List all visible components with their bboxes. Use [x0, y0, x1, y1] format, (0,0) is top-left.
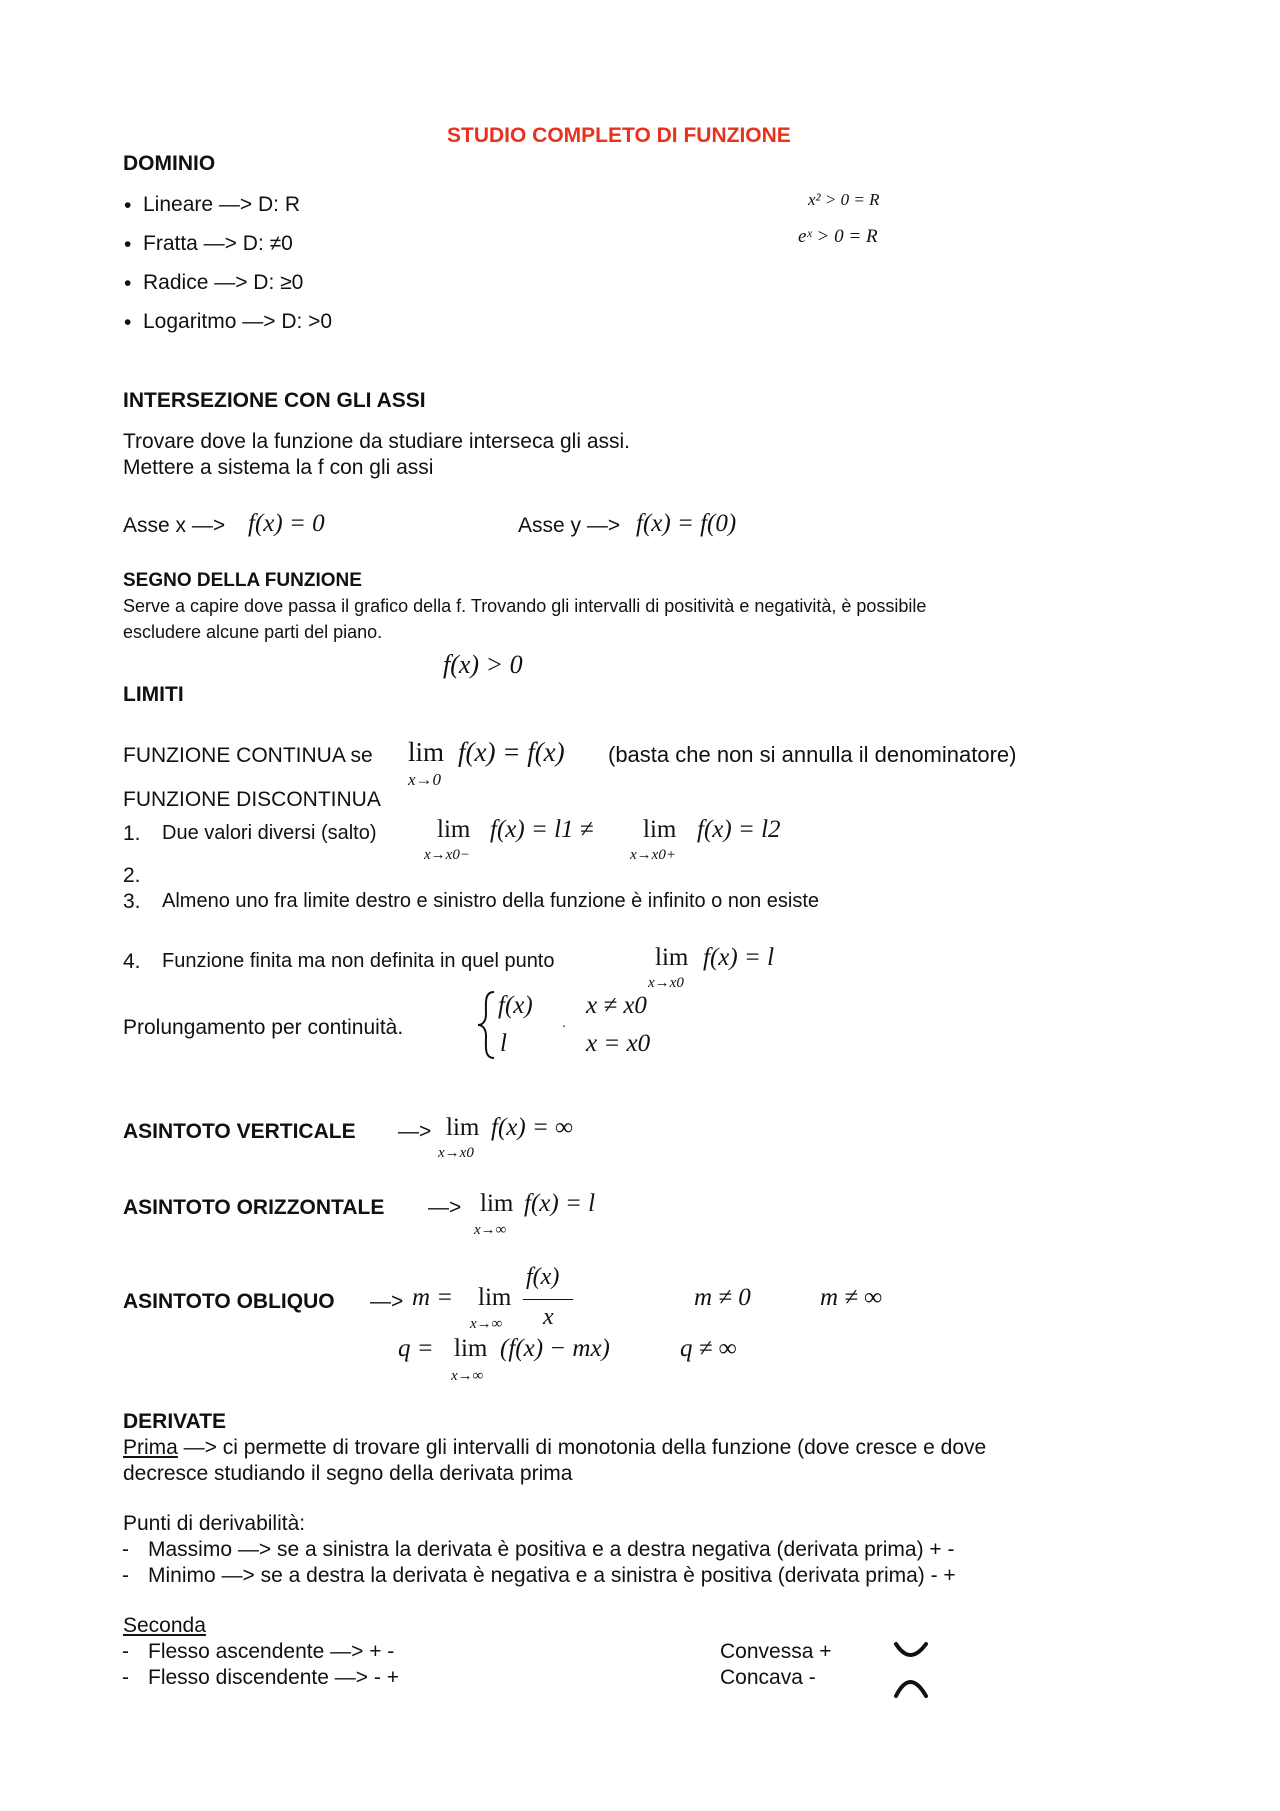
- convessa-label: Convessa +: [720, 1640, 832, 1663]
- derivata-seconda-label: Seconda: [123, 1614, 206, 1637]
- prolungamento-label: Prolungamento per continuità.: [123, 1016, 404, 1039]
- asintoto-orizzontale-label: ASINTOTO ORIZZONTALE: [123, 1196, 385, 1219]
- case2-expression: l: [500, 1030, 507, 1057]
- section-heading-limiti: LIMITI: [123, 683, 184, 706]
- asse-x-formula: f(x) = 0: [248, 510, 325, 537]
- q-formula: (f(x) − mx): [500, 1335, 610, 1362]
- q-equals: q =: [398, 1335, 434, 1362]
- q-condition: q ≠ ∞: [680, 1335, 737, 1362]
- arrow: —>: [398, 1120, 432, 1143]
- derivata-prima-text: —> ci permette di trovare gli intervalli di monotonia della funzione (dove cresce e dove: [177, 1436, 987, 1459]
- list-item: Flesso discendente —> - +: [148, 1666, 399, 1689]
- item4-formula: f(x) = l: [703, 944, 775, 971]
- lim-formula-left: f(x) = l1 ≠: [490, 816, 594, 843]
- lim-operator: lim: [643, 816, 677, 843]
- lim-subscript: x→x0+: [630, 847, 676, 863]
- dominio-note-x-squared: x² > 0 = R: [808, 190, 880, 209]
- segno-text-2: escludere alcune parti del piano.: [123, 622, 383, 642]
- list-item: Logaritmo —> D: >0: [143, 310, 333, 333]
- list-item: Due valori diversi (salto): [162, 822, 377, 844]
- asintoto-verticale-label: ASINTOTO VERTICALE: [123, 1120, 356, 1143]
- list-number: 4.: [123, 950, 141, 973]
- lim-operator: lim: [655, 944, 689, 971]
- asintoto-obliquo-label: ASINTOTO OBLIQUO: [123, 1290, 335, 1313]
- asintoto-orizzontale-formula: f(x) = l: [524, 1190, 596, 1217]
- lim-operator: lim: [408, 737, 445, 767]
- concava-label: Concava -: [720, 1666, 816, 1689]
- lim-subscript: x→∞: [451, 1368, 484, 1384]
- list-bullet: •: [124, 233, 132, 256]
- asintoto-verticale-formula: f(x) = ∞: [491, 1114, 573, 1141]
- list-bullet: •: [124, 194, 132, 217]
- list-dash: -: [122, 1564, 129, 1587]
- list-item: Minimo —> se a destra la derivata è negativa e a sinistra è positiva (derivata prima) - +: [148, 1564, 956, 1587]
- funzione-discontinua-label: FUNZIONE DISCONTINUA: [123, 788, 381, 811]
- section-heading-derivate: DERIVATE: [123, 1410, 227, 1433]
- lim-subscript: x→x0: [438, 1145, 474, 1161]
- section-heading-dominio: DOMINIO: [123, 152, 216, 175]
- asse-y-formula: f(x) = f(0): [636, 510, 737, 537]
- derivata-prima-label: Prima: [123, 1436, 178, 1459]
- asse-y-label: Asse y —>: [518, 514, 621, 537]
- case-separator-dot: .: [562, 1014, 566, 1030]
- dominio-note-exp: eˣ > 0 = R: [798, 226, 878, 247]
- m-condition-2: m ≠ ∞: [820, 1284, 883, 1311]
- asse-x-label: Asse x —>: [123, 514, 226, 537]
- list-item: Almeno uno fra limite destro e sinistro della funzione è infinito o non esiste: [162, 890, 820, 912]
- funzione-continua-formula: f(x) = f(x): [458, 737, 565, 767]
- lim-subscript: x→∞: [474, 1222, 507, 1238]
- case1-expression: f(x): [498, 992, 533, 1019]
- lim-subscript: x→x0: [648, 975, 684, 991]
- lim-operator: lim: [437, 816, 471, 843]
- list-dash: -: [122, 1640, 129, 1663]
- m-condition-1: m ≠ 0: [694, 1284, 751, 1311]
- segno-text-1: Serve a capire dove passa il grafico della f. Trovando gli intervalli di positività e negatività, è possibile: [123, 596, 927, 616]
- list-dash: -: [122, 1666, 129, 1689]
- fraction-numerator: f(x): [526, 1264, 560, 1290]
- intersezione-text-1: Trovare dove la funzione da studiare interseca gli assi.: [123, 430, 630, 453]
- list-item: Funzione finita ma non definita in quel punto: [162, 950, 555, 972]
- lim-subscript: x→∞: [470, 1316, 503, 1332]
- list-bullet: •: [124, 311, 132, 334]
- lim-subscript: x→0: [408, 770, 442, 789]
- lim-operator: lim: [454, 1335, 488, 1362]
- page-title: STUDIO COMPLETO DI FUNZIONE: [447, 124, 791, 147]
- list-dash: -: [122, 1538, 129, 1561]
- section-heading-segno: SEGNO DELLA FUNZIONE: [123, 570, 362, 591]
- curly-brace-icon: [476, 990, 496, 1060]
- fraction-bar: [523, 1299, 573, 1300]
- fraction-denominator: x: [543, 1304, 554, 1330]
- case1-condition: x ≠ x0: [586, 992, 647, 1019]
- convex-concave-icon: [890, 1640, 940, 1700]
- funzione-continua-note: (basta che non si annulla il denominatore): [608, 742, 1017, 767]
- list-item: Radice —> D: ≥0: [143, 271, 304, 294]
- list-item: Fratta —> D: ≠0: [143, 232, 293, 255]
- lim-subscript: x→x0−: [424, 847, 470, 863]
- derivata-prima-line: [123, 1436, 986, 1460]
- segno-formula: f(x) > 0: [443, 650, 523, 679]
- lim-operator: lim: [446, 1114, 480, 1141]
- punti-derivabilita-label: Punti di derivabilità:: [123, 1512, 306, 1535]
- list-bullet: •: [124, 272, 132, 295]
- lim-formula-right: f(x) = l2: [697, 816, 781, 843]
- list-item: Flesso ascendente —> + -: [148, 1640, 395, 1663]
- list-number: 2.: [123, 864, 141, 887]
- derivata-prima-text-2: decresce studiando il segno della derivata prima: [123, 1462, 573, 1485]
- list-number: 3.: [123, 890, 141, 913]
- section-heading-intersezione: INTERSEZIONE CON GLI ASSI: [123, 389, 426, 412]
- arrow: —>: [370, 1290, 404, 1313]
- list-item: Lineare —> D: R: [143, 193, 300, 216]
- intersezione-text-2: Mettere a sistema la f con gli assi: [123, 456, 434, 479]
- lim-operator: lim: [480, 1190, 514, 1217]
- arrow: —>: [428, 1196, 462, 1219]
- list-item: Massimo —> se a sinistra la derivata è positiva e a destra negativa (derivata prima) + -: [148, 1538, 955, 1561]
- case2-condition: x = x0: [586, 1030, 651, 1057]
- funzione-continua-label: FUNZIONE CONTINUA se: [123, 744, 373, 767]
- m-equals: m =: [412, 1284, 454, 1311]
- list-number: 1.: [123, 822, 141, 845]
- lim-operator: lim: [478, 1284, 512, 1311]
